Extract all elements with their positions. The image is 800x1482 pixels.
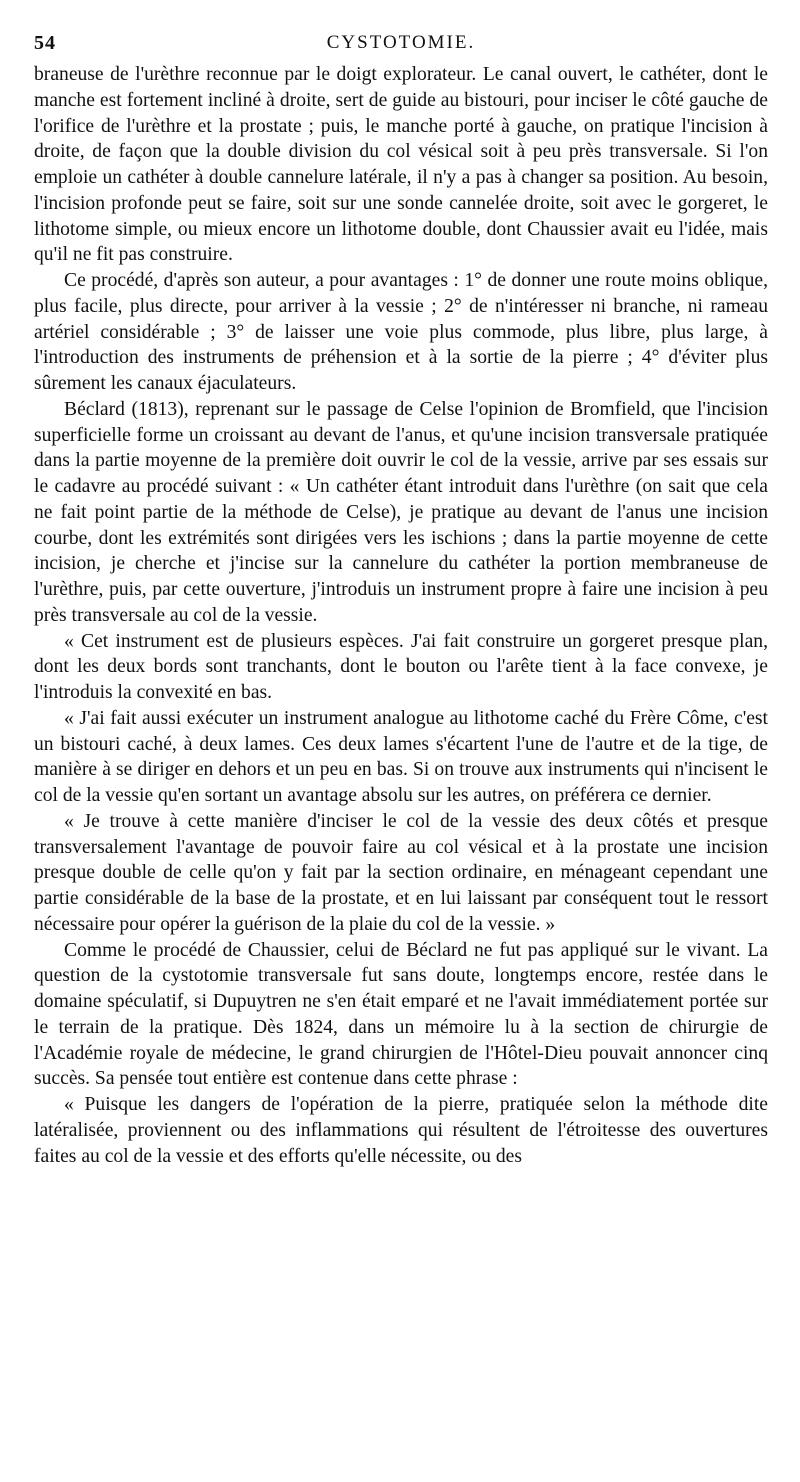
paragraph-continuation: braneuse de l'urèthre reconnue par le doigt explorateur. Le canal ouvert, le cathéter, dont le manche est fortement incliné à droite, sert de guide au bistouri, pour inciser le côté gauche de l'orifice de l'urèthre et la prostate ; puis, le manche porté à gauche, on pratique l'incision à droite, de façon que la double division du col vésical soit à peu près transversale. Si l'on emploie un cathéter à double cannelure latérale, il n'y a pas à changer sa position. Au besoin, l'incision profonde peut se faire, soit sur une sonde cannelée droite, soit avec le gorgeret, le lithotome simple, ou mieux encore un lithotome double, dont Chaussier avait eu l'idée, mais qu'il ne fit pas construire.: [34, 64, 768, 266]
paragraph-dupuytren: Comme le procédé de Chaussier, celui de Béclard ne fut pas appliqué sur le vivant. La question de la cystotomie transversale fut sans doute, longtemps encore, restée dans le domaine spéculatif, si Dupuytren ne s'en était emparé et ne l'avait immédiatement portée sur le terrain de la pratique. Dès 1824, dans un mémoire lu à la section de chirurgie de l'Académie royale de médecine, le grand chirurgien de l'Hôtel-Dieu pouvait annoncer cinq succès. Sa pensée tout entière est contenue dans cette phrase :: [34, 939, 768, 1090]
paragraph-beclard: Béclard (1813), reprenant sur le passage de Celse l'opinion de Bromfield, que l'incision superficielle forme un croissant au devant de l'anus, et qu'une incision transversale pratiquée dans la partie moyenne de la première doit ouvrir le col de la vessie, arrive par ses essais sur le cadavre au procédé suivant : « Un cathéter étant introduit dans l'urèthre (on sait que cela ne fait point partie de la méthode de Celse), je pratique au devant de l'anus une incision courbe, dont les extrémités sont dirigées vers les ischions ; dans la partie moyenne de cette incision, je cherche et j'incise sur la cannelure du cathéter la portion membraneuse de l'urèthre, puis, par cette ouverture, j'introduis un instrument propre à faire une incision à peu près transversale au col de la vessie.: [34, 398, 768, 626]
page-header: [34, 24, 768, 62]
paragraph-quote-gorgeret: « Cet instrument est de plusieurs espèces. J'ai fait construire un gorgeret presque plan, dont les deux bords sont tranchants, dont le bouton ou l'arête tient à la face convexe, je l'introduis la convexité en bas.: [34, 630, 768, 703]
paragraph-quote-dangers: « Puisque les dangers de l'opération de la pierre, pratiquée selon la méthode dite latéralisée, proviennent ou des inflammations qui résultent de l'étroitesse des ouvertures faites au col de la vessie et des efforts qu'elle nécessite, ou des: [34, 1094, 768, 1167]
page-number: 54: [34, 32, 56, 54]
book-page: [34, 24, 768, 1169]
paragraph-advantages: Ce procédé, d'après son auteur, a pour avantages : 1° de donner une route moins oblique, plus facile, plus directe, pour arriver à la vessie ; 2° de n'intéresser ni branche, ni rameau artériel considérable ; 3° de laisser une voie plus commode, plus libre, plus large, à l'introduction des instruments de préhension et à la sortie de la pierre ; 4° d'éviter plus sûrement les canaux éjaculateurs.: [34, 270, 768, 394]
paragraph-quote-lithotome: « J'ai fait aussi exécuter un instrument analogue au lithotome caché du Frère Côme, c'est un bistouri caché, à deux lames. Ces deux lames s'écartent l'une de l'autre et de la tige, de manière à se diriger en dehors et un peu en bas. Si on trouve aux instruments qui n'incisent le col de la vessie qu'en sortant un avantage absolu sur les autres, on préférera ce dernier.: [34, 707, 768, 806]
running-head: CYSTOTOMIE.: [326, 32, 476, 53]
page-body: [34, 62, 768, 1169]
paragraph-quote-incision: « Je trouve à cette manière d'inciser le col de la vessie des deux côtés et presque transversalement l'avantage de pouvoir faire au col vésical et à la prostate une incision presque double de celle qu'on y fait par la section ordinaire, en ménageant cependant une partie considérable de la base de la prostate, et en lui laissant par conséquent tout le ressort nécessaire pour opérer la guérison de la plaie du col de la vessie. »: [34, 810, 768, 935]
